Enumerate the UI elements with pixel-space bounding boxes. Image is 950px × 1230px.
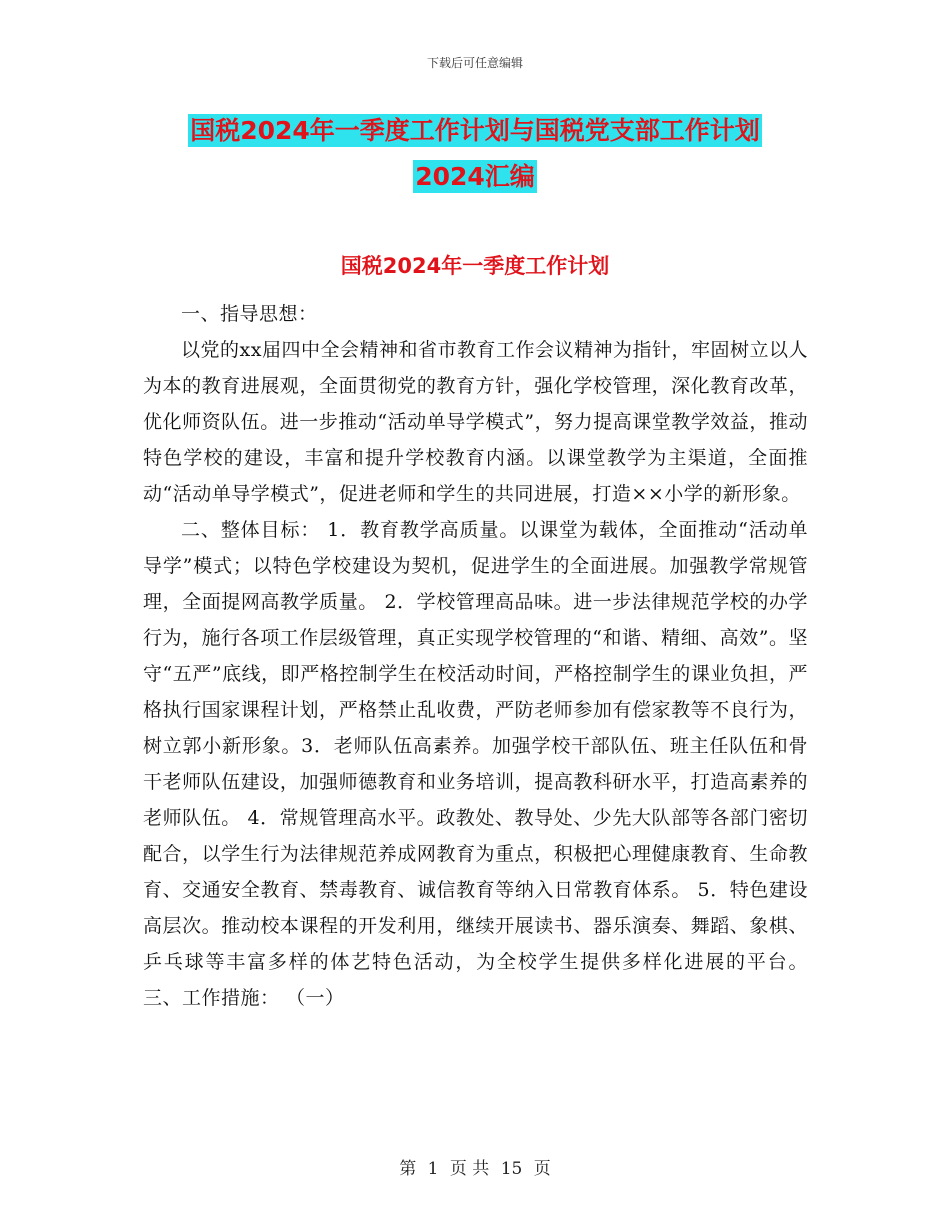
footer-page-number: 1 (427, 1159, 439, 1179)
paragraph-heading-guiding-thought: 一、指导思想： (181, 303, 318, 325)
paragraph-guiding-thought: 以党的xx届四中全会精神和省市教育工作会议精神为指针，牢固树立以人为本的教育进展观，全面贯彻党的教育方针，强化学校管理，深化教育改革，优化师资队伍。进一步推动“活动单导学模式”，努力提高课堂教学效益，推动特色学校的建设，丰富和提升学校教育内涵。以课堂教学为主渠道，全面推动“活动单导学模式”，促进老师和学生的共同进展，打造××小学的新形象。 (143, 339, 808, 505)
footer-mid: 页 共 (449, 1159, 490, 1179)
footer-suffix: 页 (533, 1159, 551, 1179)
page-footer (0, 1154, 950, 1179)
document-title-line1: 国税2024年一季度工作计划与国税党支部工作计划 (190, 116, 760, 145)
footer-total-pages: 15 (500, 1159, 523, 1179)
footer-prefix: 第 (399, 1159, 417, 1179)
document-title (0, 108, 950, 200)
document-title-line2: 2024汇编 (415, 162, 535, 191)
body-text (143, 296, 808, 1016)
section-title: 国税2024年一季度工作计划 (340, 254, 610, 278)
paragraph-overall-goals: 二、整体目标： 1．教育教学高质量。以课堂为载体，全面推动“活动单导学”模式；以特色学校建设为契机，促进学生的全面进展。加强教学常规管理，全面提网高教学质量。 2．学校管理高品味。进一步法律规范学校的办学行为，施行各项工作层级管理，真正实现学校管理的“和谐、精细、高效”。坚守“五严”底线，即严格控制学生在校活动时间，严格控制学生的课业负担，严格执行国家课程计划，严格禁止乱收费，严防老师参加有偿家教等不良行为，树立郭小新形象。3．老师队伍高素养。加强学校干部队伍、班主任队伍和骨干老师队伍建设，加强师德教育和业务培训，提高教科研水平，打造高素养的老师队伍。 4．常规管理高水平。政教处、教导处、少先大队部等各部门密切配合，以学生行为法律规范养成网教育为重点，积极把心理健康教育、生命教育、交通安全教育、禁毒教育、诚信教育等纳入日常教育体系。 5．特色建设高层次。推动校本课程的开发利用，继续开展读书、器乐演奏、舞蹈、象棋、乒乓球等丰富多样的体艺特色活动，为全校学生提供多样化进展的平台。 三、工作措施： （一） (143, 519, 808, 1009)
header-note: 下载后可任意编辑 (426, 56, 523, 70)
